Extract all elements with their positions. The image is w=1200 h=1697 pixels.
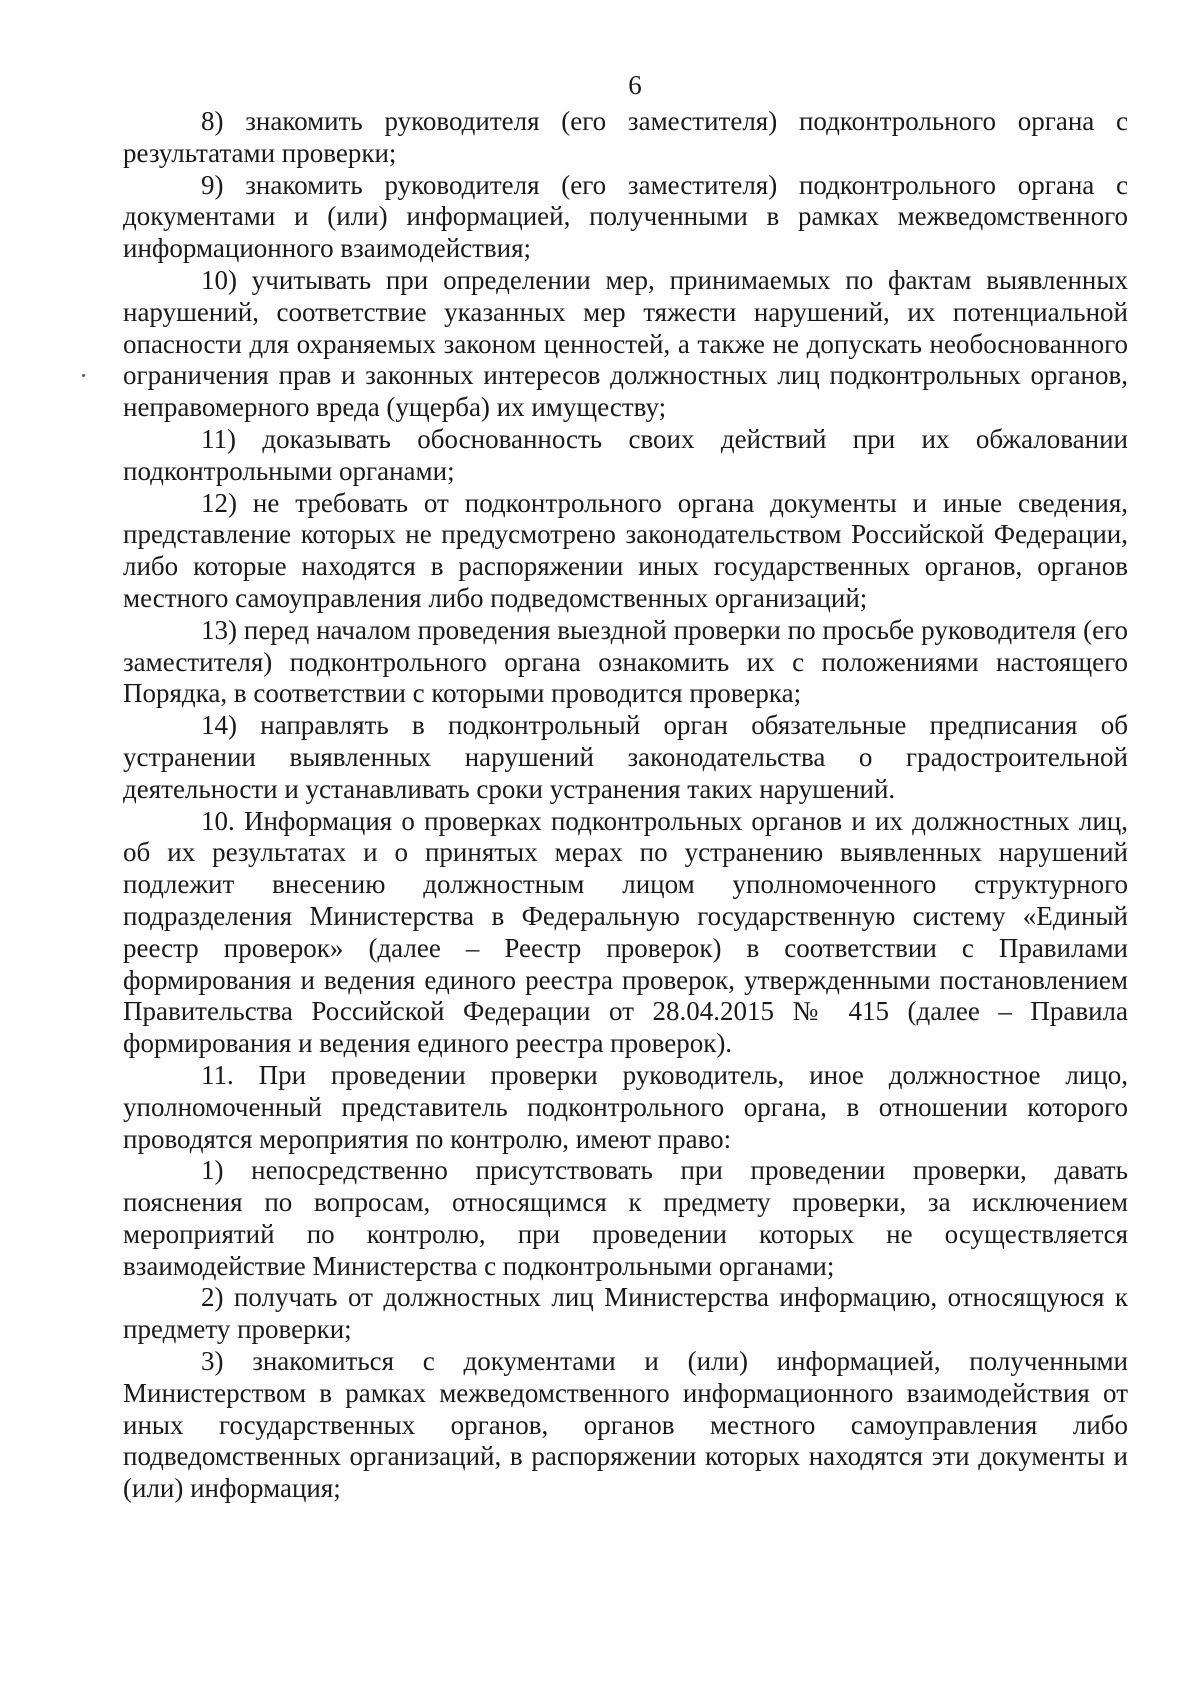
paragraph-item-10: 10) учитывать при определении мер, принимаемых по фактам выявленных нарушений, соответствие указанных мер тяжести нарушений, их потенциальной опасности для охраняемых законом ценностей, а также не допускать необоснованного ограничения прав и законных интересов должностных лиц подконтрольных органов, неправомерного вреда (ущерба) их имуществу;: [123, 264, 1128, 423]
paragraph-section-10: 10. Информация о проверках подконтрольных органов и их должностных лиц, об их результатах и о принятых мерах по устранению выявленных нарушений подлежит внесению должностным лицом уполномоченного структурного подразделения Министерства в Федеральную государственную систему «Единый реестр проверок» (далее – Реестр проверок) в соответствии с Правилами формирования и ведения единого реестра проверок, утвержденными постановлением Правительства Российской Федерации от 28.04.2015 № 415 (далее – Правила формирования и ведения единого реестра проверок).: [123, 805, 1128, 1059]
paragraph-item-14: 14) направлять в подконтрольный орган обязательные предписания об устранении выявленных нарушений законодательства о градостроительной деятельности и устанавливать сроки устранения таких нарушений.: [123, 710, 1128, 804]
paragraph-item-8: 8) знакомить руководителя (его заместителя) подконтрольного органа с результатами проверки;: [123, 106, 1128, 168]
document-body: [123, 106, 1128, 1505]
paragraph-section-11: 11. При проведении проверки руководитель, иное должностное лицо, уполномоченный представитель подконтрольного органа, в отношении которого проводятся мероприятия по контролю, имеют право:: [123, 1059, 1128, 1154]
paragraph-item-12: 12) не требовать от подконтрольного органа документы и иные сведения, представление которых не предусмотрено законодательством Российской Федерации, либо которые находятся в распоряжении иных государственных органов, органов местного самоуправления либо подведомственных организаций;: [123, 487, 1128, 613]
paragraph-item-11: 11) доказывать обоснованность своих действий при их обжаловании подконтрольными органами;: [123, 423, 1128, 486]
margin-dot: [82, 374, 85, 377]
paragraph-item-13: 13) перед началом проведения выездной проверки по просьбе руководителя (его заместителя) подконтрольного органа ознакомить их с положениями настоящего Порядка, в соответствии с которыми проводится проверка;: [123, 614, 1128, 709]
page-number: 6: [628, 70, 642, 100]
paragraph-item-9: 9) знакомить руководителя (его заместителя) подконтрольного органа с документами и (или) информацией, полученными в рамках межведомственного информационного взаимодействия;: [123, 169, 1128, 264]
paragraph-right-1: 1) непосредственно присутствовать при проведении проверки, давать пояснения по вопросам, относящимся к предмету проверки, за исключением мероприятий по контролю, при проведении которых не осуществляется взаимодействие Министерства с подконтрольными органами;: [123, 1155, 1128, 1281]
paragraph-right-2: 2) получать от должностных лиц Министерства информацию, относящуюся к предмету проверки;: [123, 1282, 1128, 1345]
paragraph-right-3: 3) знакомиться с документами и (или) информацией, полученными Министерством в рамках межведомственного информационного взаимодействия от иных государственных органов, органов местного самоуправления либо подведомственных организаций, в распоряжении которых находятся эти документы и (или) информация;: [123, 1346, 1128, 1504]
